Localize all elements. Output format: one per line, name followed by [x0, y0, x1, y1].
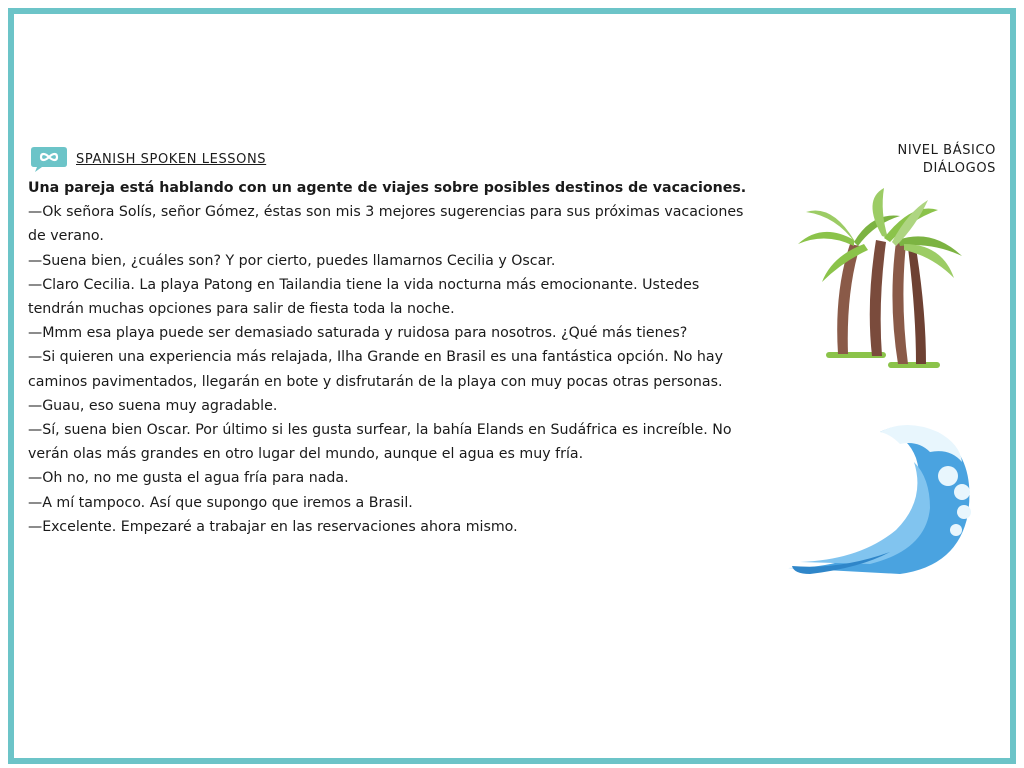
dialogue-line: —Ok señora Solís, señor Gómez, éstas son mis 3 mejores sugerencias para sus próximas vacaciones de verano.: [28, 204, 744, 245]
dialogue-intro: Una pareja está hablando con un agente de viajes sobre posibles destinos de vacaciones.: [28, 180, 747, 196]
dialogue-line: —Suena bien, ¿cuáles son? Y por cierto, puedes llamarnos Cecilia y Oscar.: [28, 252, 556, 269]
dialogue-line: —Oh no, no me gusta el agua fría para nada.: [28, 470, 349, 487]
dialogue-line: —Guau, eso suena muy agradable.: [28, 397, 278, 414]
dialogue-line: —A mí tampoco. Así que supongo que iremos a Brasil.: [28, 494, 413, 511]
dialogue-line: —Claro Cecilia. La playa Patong en Tailandia tiene la vida nocturna más emocionante. Ustedes tendrán muchas opciones para salir de fiesta toda la noche.: [28, 276, 700, 318]
level-line-2: DIÁLOGOS: [922, 161, 996, 176]
level-line-1: NIVEL BÁSICO: [897, 143, 996, 158]
dialogue-line: —Sí, suena bien Oscar. Por último si les gusta surfear, la bahía Elands en Sudáfrica es increíble. No verán olas más grandes en otro lugar del mundo, aunque el agua es muy fría.: [28, 422, 732, 463]
dialogue-content: [28, 176, 748, 539]
brand-header: [30, 145, 266, 173]
brand-name: SPANISH SPOKEN LESSONS: [76, 151, 267, 167]
ocean-wave-icon: [780, 418, 980, 580]
level-label: [898, 142, 996, 178]
infinity-chat-icon: [30, 145, 68, 173]
dialogue-line: —Excelente. Empezaré a trabajar en las reservaciones ahora mismo.: [28, 518, 518, 535]
dialogue-line: —Si quieren una experiencia más relajada, Ilha Grande en Brasil es una fantástica opción. No hay caminos pavimentados, llegarán en bote y disfrutarán de la playa con muy pocas otras personas.: [28, 349, 723, 390]
palm-trees-icon: [792, 182, 972, 372]
dialogue-line: —Mmm esa playa puede ser demasiado saturada y ruidosa para nosotros. ¿Qué más tienes?: [28, 325, 688, 342]
